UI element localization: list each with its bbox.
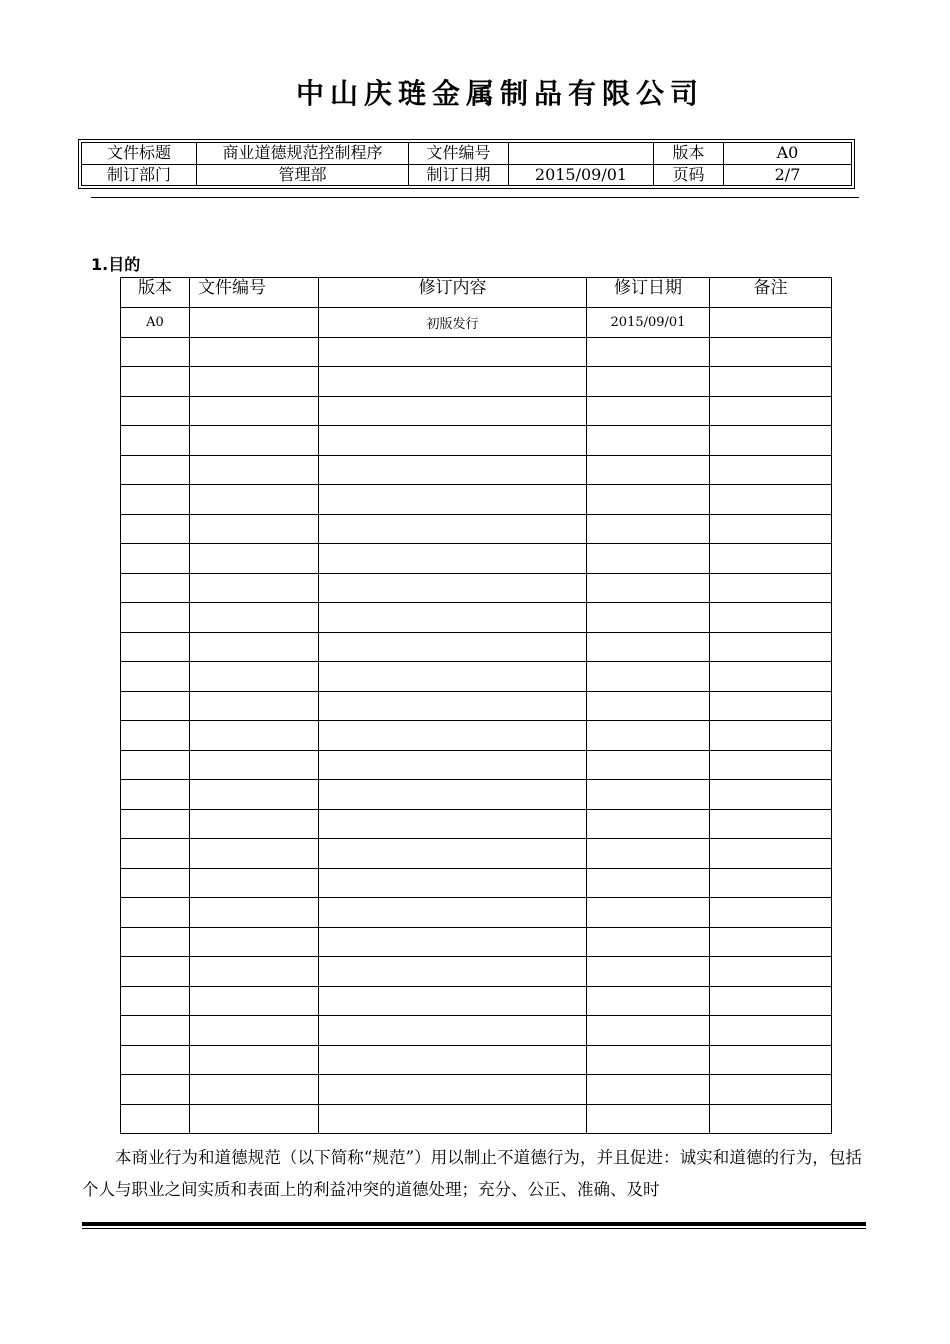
table-cell	[121, 632, 190, 662]
table-cell	[587, 1016, 710, 1046]
table-cell	[190, 809, 319, 839]
table-cell	[121, 898, 190, 928]
table-cell	[587, 957, 710, 987]
table-cell	[587, 780, 710, 810]
table-cell	[319, 603, 587, 633]
footer-divider-thin	[82, 1228, 866, 1229]
table-cell	[587, 544, 710, 574]
table-row	[121, 1016, 832, 1046]
table-cell	[190, 426, 319, 456]
table-cell	[121, 809, 190, 839]
table-cell	[587, 337, 710, 367]
version-label: 版本	[654, 143, 724, 165]
title-label: 文件标题	[82, 143, 197, 165]
table-cell	[587, 1075, 710, 1105]
info-row-2	[82, 164, 852, 186]
table-cell	[587, 809, 710, 839]
table-cell	[190, 898, 319, 928]
version-value: A0	[724, 143, 852, 165]
table-cell	[319, 662, 587, 692]
table-cell	[190, 750, 319, 780]
table-row	[121, 662, 832, 692]
table-cell	[710, 1104, 832, 1134]
table-cell	[587, 455, 710, 485]
page-label: 页码	[654, 164, 724, 186]
table-row	[121, 426, 832, 456]
table-cell	[190, 1045, 319, 1075]
table-cell	[190, 337, 319, 367]
doc-no-value	[509, 143, 654, 165]
document-info-table	[81, 142, 852, 186]
table-cell	[319, 485, 587, 515]
table-row	[121, 514, 832, 544]
table-cell	[319, 868, 587, 898]
table-cell	[121, 868, 190, 898]
table-cell	[190, 1075, 319, 1105]
table-row	[121, 898, 832, 928]
table-row	[121, 573, 832, 603]
table-cell	[121, 662, 190, 692]
table-cell	[121, 603, 190, 633]
table-row	[121, 632, 832, 662]
table-cell	[587, 927, 710, 957]
company-name: 中山庆琏金属制品有限公司	[295, 77, 704, 110]
table-cell	[710, 603, 832, 633]
revision-history-table	[120, 277, 832, 1134]
table-cell	[190, 455, 319, 485]
table-row	[121, 839, 832, 869]
table-cell	[587, 367, 710, 397]
date-label: 制订日期	[409, 164, 509, 186]
table-cell	[710, 544, 832, 574]
table-cell	[121, 455, 190, 485]
table-cell	[121, 367, 190, 397]
body-text	[82, 1142, 862, 1206]
date-value: 2015/09/01	[509, 164, 654, 186]
table-cell	[319, 573, 587, 603]
dept-value: 管理部	[197, 164, 409, 186]
table-row	[121, 927, 832, 957]
table-row	[121, 691, 832, 721]
table-cell	[710, 868, 832, 898]
table-cell	[121, 780, 190, 810]
table-row	[121, 1045, 832, 1075]
table-cell	[710, 986, 832, 1016]
table-cell	[710, 927, 832, 957]
table-cell	[319, 927, 587, 957]
table-cell	[121, 1075, 190, 1105]
table-cell	[587, 986, 710, 1016]
table-cell	[319, 898, 587, 928]
table-cell	[190, 927, 319, 957]
table-cell	[121, 986, 190, 1016]
table-cell	[319, 809, 587, 839]
table-cell	[319, 426, 587, 456]
table-cell	[587, 662, 710, 692]
table-cell	[319, 455, 587, 485]
table-cell	[319, 337, 587, 367]
table-cell	[121, 691, 190, 721]
table-cell	[190, 1016, 319, 1046]
table-cell	[121, 1045, 190, 1075]
table-cell	[710, 514, 832, 544]
table-cell	[319, 632, 587, 662]
table-cell	[319, 721, 587, 751]
table-cell	[121, 426, 190, 456]
table-cell	[190, 868, 319, 898]
table-cell	[121, 839, 190, 869]
table-cell	[710, 809, 832, 839]
header-divider	[91, 197, 859, 198]
table-cell	[121, 750, 190, 780]
table-cell	[710, 426, 832, 456]
table-row	[121, 603, 832, 633]
col-header-date: 修订日期	[587, 278, 710, 308]
table-cell	[710, 367, 832, 397]
table-cell	[190, 544, 319, 574]
table-cell	[710, 1045, 832, 1075]
table-row	[121, 868, 832, 898]
table-cell	[190, 367, 319, 397]
table-cell	[190, 603, 319, 633]
table-cell	[319, 1045, 587, 1075]
table-cell	[121, 485, 190, 515]
table-cell	[587, 603, 710, 633]
table-cell	[190, 721, 319, 751]
table-row	[121, 367, 832, 397]
table-cell	[710, 780, 832, 810]
table-cell	[587, 691, 710, 721]
table-cell	[587, 898, 710, 928]
table-cell	[710, 750, 832, 780]
table-cell	[121, 396, 190, 426]
table-cell	[587, 750, 710, 780]
table-cell	[319, 367, 587, 397]
table-cell	[319, 514, 587, 544]
table-cell	[121, 337, 190, 367]
col-header-version: 版本	[121, 278, 190, 308]
table-cell	[587, 485, 710, 515]
table-cell	[710, 1016, 832, 1046]
table-cell	[190, 986, 319, 1016]
table-cell	[319, 986, 587, 1016]
table-cell	[190, 662, 319, 692]
table-row	[121, 337, 832, 367]
table-cell	[121, 514, 190, 544]
table-cell	[319, 1075, 587, 1105]
revision-header-row	[121, 278, 832, 308]
table-row	[121, 1104, 832, 1134]
table-cell	[587, 396, 710, 426]
table-row	[121, 721, 832, 751]
table-cell	[121, 927, 190, 957]
row-remarks	[710, 308, 832, 338]
table-cell	[587, 632, 710, 662]
table-cell	[121, 721, 190, 751]
body-paragraph: 本商业行为和道德规范（以下简称“规范”）用以制止不道德行为，并且促进：诚实和道德的行为，包括个人与职业之间实质和表面上的利益冲突的道德处理；充分、公正、准确、及时	[82, 1148, 862, 1199]
table-cell	[587, 514, 710, 544]
table-cell	[190, 573, 319, 603]
table-cell	[319, 691, 587, 721]
table-cell	[121, 544, 190, 574]
title-value: 商业道德规范控制程序	[197, 143, 409, 165]
table-cell	[190, 839, 319, 869]
table-cell	[710, 691, 832, 721]
table-cell	[319, 780, 587, 810]
table-cell	[190, 632, 319, 662]
table-row	[121, 485, 832, 515]
table-row	[121, 544, 832, 574]
row-date: 2015/09/01	[587, 308, 710, 338]
table-row	[121, 1075, 832, 1105]
table-row	[121, 957, 832, 987]
table-row	[121, 986, 832, 1016]
doc-no-label: 文件编号	[409, 143, 509, 165]
table-row	[121, 396, 832, 426]
table-row	[121, 308, 832, 338]
footer-divider-thick	[82, 1222, 866, 1226]
table-cell	[587, 868, 710, 898]
table-cell	[710, 662, 832, 692]
table-cell	[319, 544, 587, 574]
row-version: A0	[121, 308, 190, 338]
table-cell	[710, 898, 832, 928]
table-cell	[710, 957, 832, 987]
table-cell	[190, 780, 319, 810]
table-cell	[710, 1075, 832, 1105]
table-cell	[587, 426, 710, 456]
table-cell	[587, 573, 710, 603]
table-cell	[710, 337, 832, 367]
table-cell	[587, 1104, 710, 1134]
table-cell	[190, 485, 319, 515]
row-doc-no	[190, 308, 319, 338]
table-cell	[121, 1104, 190, 1134]
table-cell	[190, 396, 319, 426]
table-cell	[319, 750, 587, 780]
table-cell	[319, 1016, 587, 1046]
table-row	[121, 809, 832, 839]
table-cell	[121, 1016, 190, 1046]
col-header-doc-no: 文件编号	[190, 278, 319, 308]
table-cell	[190, 691, 319, 721]
table-cell	[710, 721, 832, 751]
row-content: 初版发行	[319, 308, 587, 338]
table-cell	[710, 396, 832, 426]
table-cell	[587, 721, 710, 751]
table-cell	[710, 485, 832, 515]
table-cell	[190, 1104, 319, 1134]
table-cell	[190, 957, 319, 987]
table-cell	[319, 1104, 587, 1134]
table-row	[121, 750, 832, 780]
table-cell	[319, 396, 587, 426]
dept-label: 制订部门	[82, 164, 197, 186]
table-row	[121, 455, 832, 485]
table-cell	[587, 1045, 710, 1075]
col-header-remarks: 备注	[710, 278, 832, 308]
table-cell	[710, 632, 832, 662]
table-cell	[710, 455, 832, 485]
table-cell	[710, 573, 832, 603]
table-row	[121, 780, 832, 810]
table-cell	[121, 573, 190, 603]
col-header-content: 修订内容	[319, 278, 587, 308]
table-cell	[587, 839, 710, 869]
page-value: 2/7	[724, 164, 852, 186]
info-row-1	[82, 143, 852, 165]
section-heading: 1.目的	[91, 255, 141, 274]
table-cell	[319, 839, 587, 869]
table-cell	[190, 514, 319, 544]
table-cell	[319, 957, 587, 987]
table-cell	[121, 957, 190, 987]
table-cell	[710, 839, 832, 869]
